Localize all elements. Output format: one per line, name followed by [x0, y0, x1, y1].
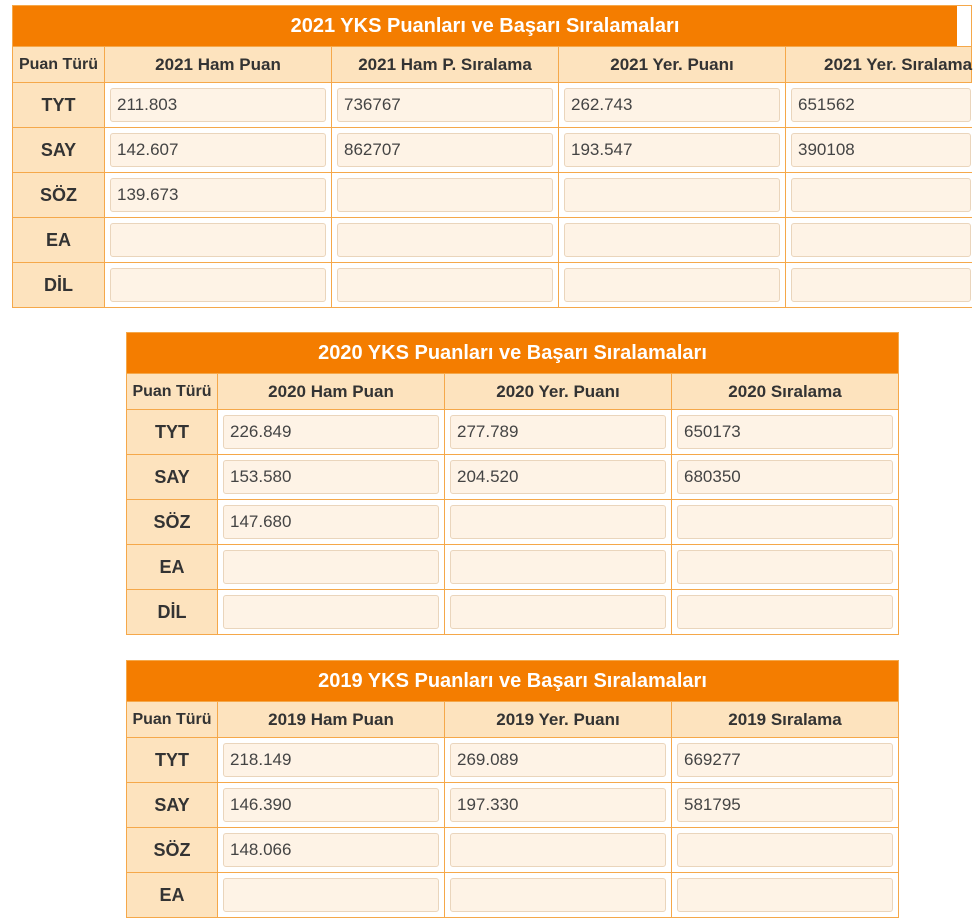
score-value-field[interactable]: [677, 505, 893, 539]
column-header-2019-yer-puani: 2019 Yer. Puanı: [445, 702, 672, 737]
value-cell: [218, 410, 445, 454]
value-cell: [445, 828, 672, 872]
column-header-2021-ham-p-siralama: 2021 Ham P. Sıralama: [332, 47, 559, 82]
value-cell: [218, 828, 445, 872]
table-row-tyt: [127, 737, 898, 782]
value-cell: [672, 828, 898, 872]
value-cell: [445, 873, 672, 917]
score-type-label: TYT: [13, 83, 105, 127]
table-row-tyt: [127, 409, 898, 454]
value-cell: [445, 500, 672, 544]
value-cell: [559, 218, 786, 262]
score-value-field[interactable]: [110, 223, 326, 257]
value-cell: [786, 218, 976, 262]
score-value-field[interactable]: 650173: [677, 415, 893, 449]
score-value-field[interactable]: [677, 595, 893, 629]
score-value-field[interactable]: 197.330: [450, 788, 666, 822]
value-cell: [672, 455, 898, 499]
score-value-field[interactable]: [450, 550, 666, 584]
value-cell: [445, 545, 672, 589]
score-value-field[interactable]: 269.089: [450, 743, 666, 777]
column-header-2020-siralama: 2020 Sıralama: [728, 381, 842, 401]
score-value-field[interactable]: 153.580: [223, 460, 439, 494]
table-title: 2020 YKS Puanları ve Başarı Sıralamaları: [127, 333, 898, 373]
score-type-label: DİL: [13, 263, 105, 307]
score-value-field[interactable]: [450, 833, 666, 867]
score-type-label: DİL: [127, 590, 218, 634]
value-cell: [559, 263, 786, 307]
value-cell: [218, 873, 445, 917]
table-row-say: [127, 454, 898, 499]
value-cell: [218, 783, 445, 827]
score-value-field[interactable]: 862707: [337, 133, 553, 167]
value-cell: [105, 173, 332, 217]
value-cell: [786, 128, 976, 172]
value-cell: [445, 738, 672, 782]
score-value-field[interactable]: [223, 878, 439, 912]
score-value-field[interactable]: 193.547: [564, 133, 780, 167]
score-value-field[interactable]: 218.149: [223, 743, 439, 777]
score-type-label: EA: [127, 545, 218, 589]
value-cell: [672, 783, 898, 827]
value-cell: [105, 128, 332, 172]
score-type-label: TYT: [127, 410, 218, 454]
yks-2020-table: [126, 332, 899, 635]
score-value-field[interactable]: [450, 595, 666, 629]
value-cell: [332, 128, 559, 172]
score-value-field[interactable]: [223, 550, 439, 584]
score-value-field[interactable]: [450, 878, 666, 912]
value-cell: [559, 83, 786, 127]
score-value-field[interactable]: 581795: [677, 788, 893, 822]
score-type-label: EA: [13, 218, 105, 262]
column-header-2021-yer-puani: 2021 Yer. Puanı: [559, 47, 786, 82]
value-cell: [445, 783, 672, 827]
score-value-field[interactable]: 680350: [677, 460, 893, 494]
value-cell: [672, 738, 898, 782]
score-value-field[interactable]: [223, 595, 439, 629]
score-value-field[interactable]: [110, 268, 326, 302]
table-title: 2019 YKS Puanları ve Başarı Sıralamaları: [127, 661, 898, 701]
column-header-2020-yer-puani: 2020 Yer. Puanı: [445, 374, 672, 409]
value-cell: [445, 410, 672, 454]
score-value-field[interactable]: 226.849: [223, 415, 439, 449]
score-value-field[interactable]: 669277: [677, 743, 893, 777]
value-cell: [672, 590, 898, 634]
value-cell: [786, 173, 976, 217]
score-value-field[interactable]: [677, 550, 893, 584]
table-header-row: [13, 46, 971, 82]
score-value-field[interactable]: 277.789: [450, 415, 666, 449]
value-cell: [218, 738, 445, 782]
column-header-puan-turu: Puan Türü: [13, 47, 105, 82]
score-value-field[interactable]: [564, 223, 780, 257]
score-type-label: SAY: [127, 783, 218, 827]
value-cell: [786, 263, 976, 307]
value-cell: [218, 455, 445, 499]
score-value-field[interactable]: 148.066: [223, 833, 439, 867]
score-value-field[interactable]: 146.390: [223, 788, 439, 822]
value-cell: [105, 83, 332, 127]
value-cell: [672, 873, 898, 917]
table-title: 2021 YKS Puanları ve Başarı Sıralamaları: [13, 6, 957, 46]
score-value-field[interactable]: [791, 268, 971, 302]
score-value-field[interactable]: [677, 878, 893, 912]
score-type-label: EA: [127, 873, 218, 917]
table-row-say: [13, 127, 971, 172]
value-cell: [218, 545, 445, 589]
score-value-field[interactable]: 211.803: [110, 88, 326, 122]
column-header-puan-turu: Puan Türü: [127, 702, 218, 737]
yks-2019-table: [126, 660, 899, 918]
score-value-field[interactable]: 204.520: [450, 460, 666, 494]
score-value-field[interactable]: [564, 178, 780, 212]
score-value-field[interactable]: [450, 505, 666, 539]
score-value-field[interactable]: 390108: [791, 133, 971, 167]
score-type-label: SÖZ: [13, 173, 105, 217]
table-row-ea: [127, 872, 898, 917]
score-value-field[interactable]: 142.607: [110, 133, 326, 167]
table-row-say: [127, 782, 898, 827]
score-value-field[interactable]: [337, 178, 553, 212]
score-value-field[interactable]: 147.680: [223, 505, 439, 539]
table-row-tyt: [13, 82, 971, 127]
score-type-label: SÖZ: [127, 500, 218, 544]
value-cell: [218, 500, 445, 544]
value-cell: [332, 173, 559, 217]
score-value-field[interactable]: [677, 833, 893, 867]
column-header-2019-ham-puan: 2019 Ham Puan: [218, 702, 445, 737]
value-cell: [218, 590, 445, 634]
score-type-label: SAY: [127, 455, 218, 499]
table-row-dil: [13, 262, 971, 307]
column-header-2019-siralama: 2019 Sıralama: [728, 709, 842, 729]
score-value-field[interactable]: [791, 178, 971, 212]
table-row-ea: [127, 544, 898, 589]
value-cell: [332, 83, 559, 127]
score-value-field[interactable]: [337, 223, 553, 257]
table-row-soz: [127, 827, 898, 872]
value-cell: [445, 455, 672, 499]
table-header-row: [127, 701, 898, 737]
table-header-row: [127, 373, 898, 409]
score-type-label: SÖZ: [127, 828, 218, 872]
table-row-soz: [127, 499, 898, 544]
score-value-field[interactable]: 651562: [791, 88, 971, 122]
score-value-field[interactable]: [791, 223, 971, 257]
value-cell: [559, 128, 786, 172]
table-row-ea: [13, 217, 971, 262]
score-value-field[interactable]: 736767: [337, 88, 553, 122]
value-cell: [672, 500, 898, 544]
value-cell: [105, 218, 332, 262]
column-header-2021-yer-siralama: 2021 Yer. Sıralama: [824, 54, 973, 74]
score-value-field[interactable]: 262.743: [564, 88, 780, 122]
value-cell: [672, 410, 898, 454]
value-cell: [559, 173, 786, 217]
score-value-field[interactable]: [564, 268, 780, 302]
score-value-field[interactable]: 139.673: [110, 178, 326, 212]
column-header-2021-ham-puan: 2021 Ham Puan: [105, 47, 332, 82]
value-cell: [332, 218, 559, 262]
value-cell: [332, 263, 559, 307]
yks-2021-table: [12, 5, 972, 308]
table-row-dil: [127, 589, 898, 634]
value-cell: [672, 545, 898, 589]
score-value-field[interactable]: [337, 268, 553, 302]
table-row-soz: [13, 172, 971, 217]
score-type-label: SAY: [13, 128, 105, 172]
column-header-puan-turu: Puan Türü: [127, 374, 218, 409]
value-cell: [786, 83, 976, 127]
value-cell: [445, 590, 672, 634]
column-header-2020-ham-puan: 2020 Ham Puan: [218, 374, 445, 409]
score-type-label: TYT: [127, 738, 218, 782]
value-cell: [105, 263, 332, 307]
